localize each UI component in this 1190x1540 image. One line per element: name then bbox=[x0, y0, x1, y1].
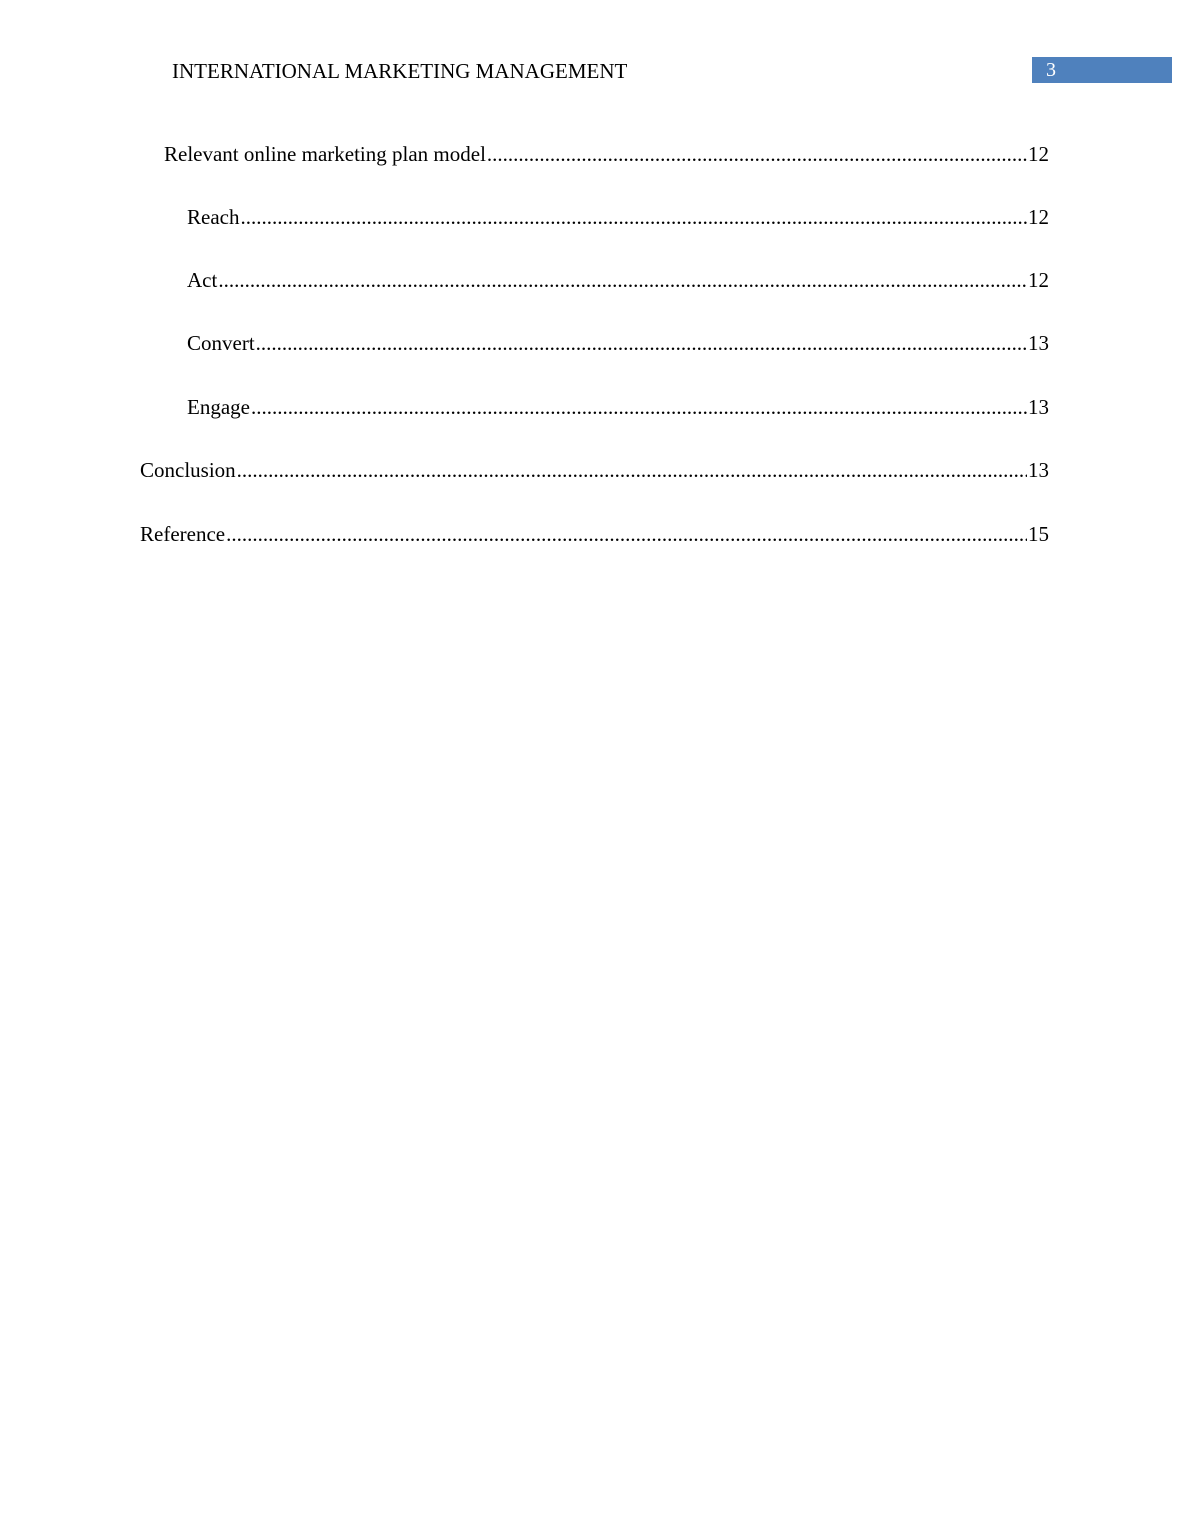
toc-entry-page: 12 bbox=[1028, 268, 1049, 292]
toc-dot-leader bbox=[218, 265, 1027, 295]
toc-entry-reference[interactable] bbox=[140, 519, 1049, 549]
toc-entry-title: Convert bbox=[187, 331, 255, 355]
toc-entry-act[interactable] bbox=[187, 265, 1049, 295]
toc-entry-page: 13 bbox=[1028, 395, 1049, 419]
page-number-badge: 3 bbox=[1032, 57, 1172, 83]
toc-entry-page: 12 bbox=[1028, 205, 1049, 229]
toc-entry-title: Conclusion bbox=[140, 458, 236, 482]
toc-dot-leader bbox=[237, 455, 1027, 485]
toc-entry-relevant-online-marketing-plan-model[interactable] bbox=[164, 139, 1049, 169]
toc-entry-engage[interactable] bbox=[187, 392, 1049, 422]
toc-entry-page: 15 bbox=[1028, 522, 1049, 546]
toc-entry-page: 13 bbox=[1028, 331, 1049, 355]
toc-dot-leader bbox=[487, 139, 1027, 169]
toc-dot-leader bbox=[240, 202, 1027, 232]
toc-entry-title: Relevant online marketing plan model bbox=[164, 142, 486, 166]
toc-entry-title: Act bbox=[187, 268, 218, 292]
toc-entry-convert[interactable] bbox=[187, 328, 1049, 358]
toc-entry-page: 12 bbox=[1028, 142, 1049, 166]
toc-entry-page: 13 bbox=[1028, 458, 1049, 482]
toc-entry-title: Reach bbox=[187, 205, 240, 229]
toc-dot-leader bbox=[226, 519, 1027, 549]
toc-entry-conclusion[interactable] bbox=[140, 455, 1049, 485]
toc-dot-leader bbox=[251, 392, 1027, 422]
toc-entry-title: Reference bbox=[140, 522, 226, 546]
toc-entry-reach[interactable] bbox=[187, 202, 1049, 232]
toc-dot-leader bbox=[256, 328, 1027, 358]
toc-entry-title: Engage bbox=[187, 395, 250, 419]
running-header-title: INTERNATIONAL MARKETING MANAGEMENT bbox=[172, 59, 628, 83]
